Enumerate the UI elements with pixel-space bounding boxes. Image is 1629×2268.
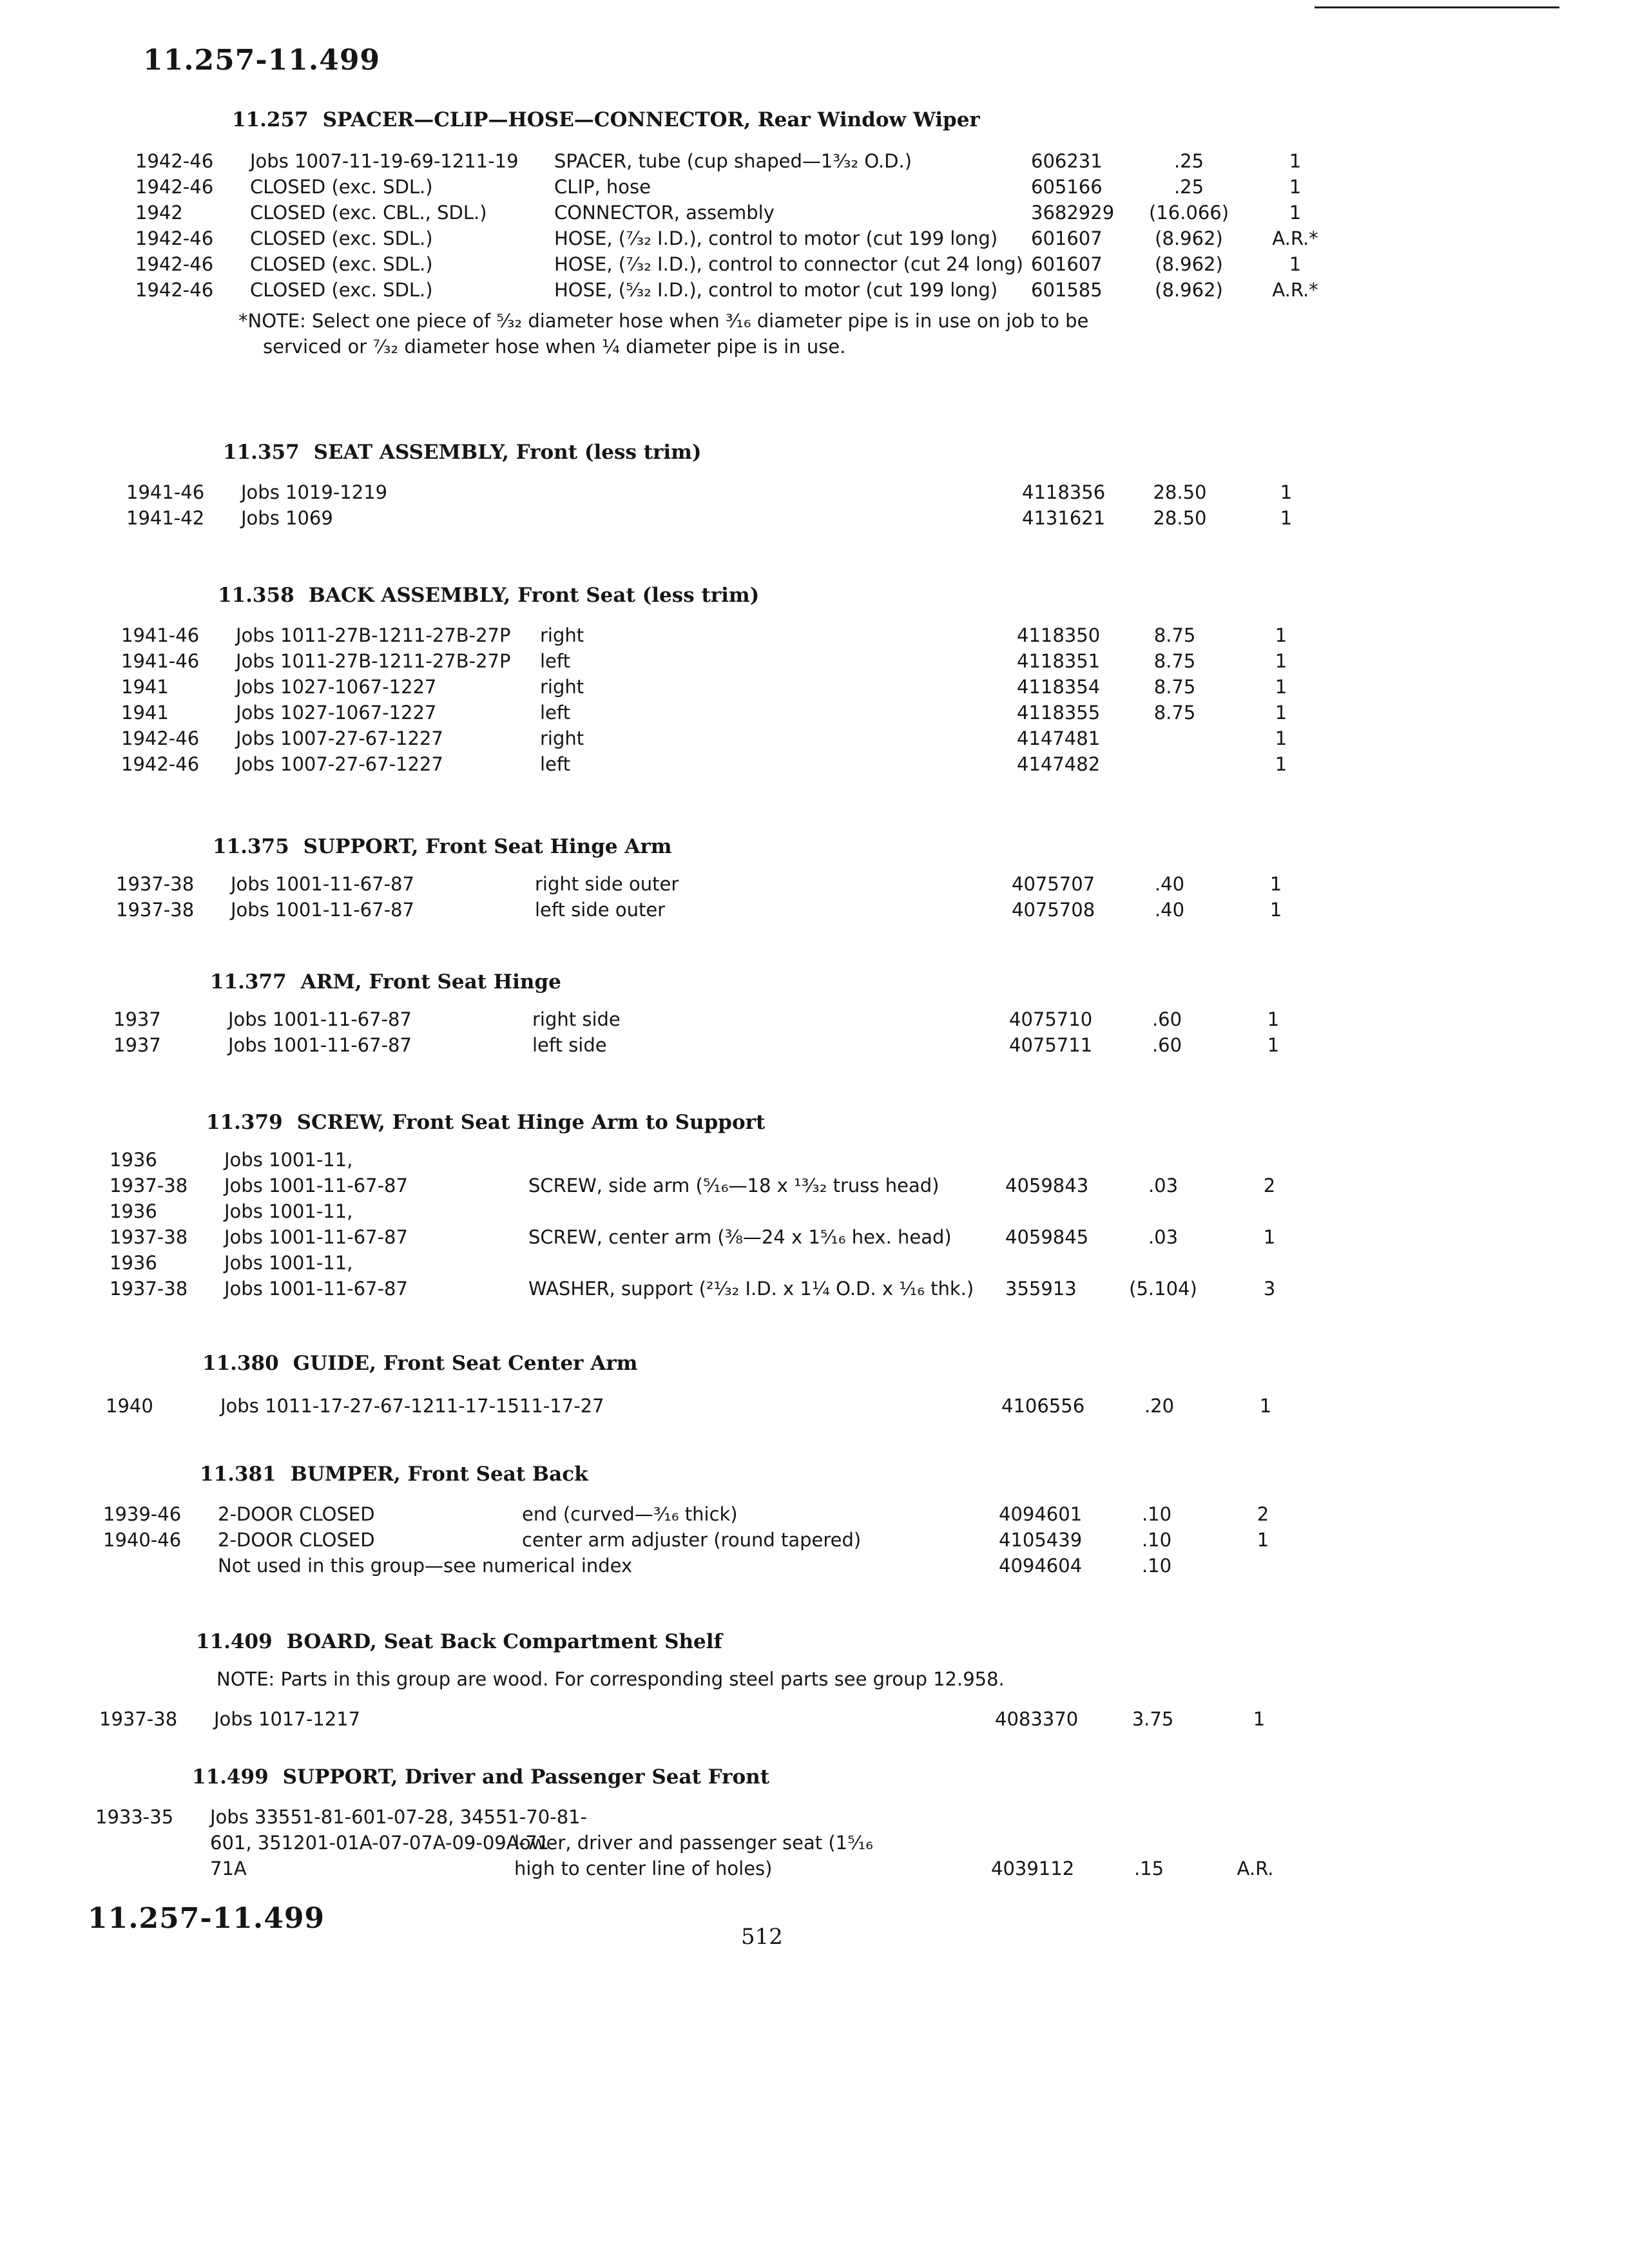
- section-title: [202, 1352, 637, 1375]
- part-application: Jobs 1011-27B-1211-27B-27P: [236, 624, 511, 646]
- part-application: CLOSED (exc. SDL.): [250, 176, 433, 198]
- part-part: 4118350: [1017, 624, 1101, 646]
- part-application: Not used in this group—see numerical index: [218, 1555, 633, 1577]
- part-description: SCREW, side arm (⁵⁄₁₆—18 x ¹³⁄₃₂ truss head): [528, 1175, 940, 1196]
- section-code: 11.409: [196, 1630, 273, 1653]
- part-application: Jobs 33551-81-601-07-28, 34551-70-81-: [210, 1806, 588, 1828]
- part-price: (8.962): [1155, 227, 1223, 249]
- part-price: 8.75: [1153, 702, 1196, 724]
- part-application: Jobs 1017-1217: [214, 1708, 361, 1730]
- part-qty: A.R.*: [1272, 227, 1318, 249]
- section-code: 11.257: [232, 108, 309, 131]
- part-part: 4075710: [1009, 1008, 1093, 1030]
- page-header: 11.257-11.499: [143, 44, 381, 77]
- part-application: CLOSED (exc. SDL.): [250, 227, 433, 249]
- part-year: 1941: [121, 702, 169, 724]
- part-description: left: [540, 702, 570, 724]
- part-part: 4083370: [995, 1708, 1079, 1730]
- part-year: 1936: [110, 1200, 157, 1222]
- part-qty: 1: [1275, 624, 1287, 646]
- part-price: .40: [1154, 899, 1185, 921]
- part-description: HOSE, (⁵⁄₃₂ I.D.), control to motor (cut 199 long): [554, 279, 998, 301]
- part-price: (8.962): [1155, 253, 1223, 275]
- section-title: [200, 1463, 588, 1486]
- section-note: NOTE: Parts in this group are wood. For corresponding steel parts see group 12.958.: [217, 1668, 1005, 1690]
- footnote-line: *NOTE: Select one piece of ⁵⁄₃₂ diameter hose when ³⁄₁₆ diameter pipe is in use on job to be: [238, 310, 1089, 332]
- section-name: SCREW, Front Seat Hinge Arm to Support: [296, 1111, 766, 1134]
- part-year: 1937: [113, 1034, 161, 1056]
- section-name: GUIDE, Front Seat Center Arm: [293, 1352, 638, 1375]
- part-part: 4131621: [1022, 507, 1106, 529]
- part-year: 1942-46: [121, 753, 200, 775]
- part-part: 4118356: [1022, 481, 1106, 503]
- part-description: CLIP, hose: [554, 176, 651, 198]
- part-qty: 1: [1275, 753, 1287, 775]
- section-title: [196, 1630, 722, 1653]
- part-year: 1942-46: [135, 279, 214, 301]
- part-application: Jobs 1001-11,: [224, 1252, 353, 1274]
- part-year: 1937-38: [110, 1175, 188, 1196]
- part-year: 1937-38: [110, 1226, 188, 1248]
- part-description: left side: [532, 1034, 607, 1056]
- part-application: Jobs 1027-1067-1227: [236, 676, 437, 698]
- part-price: .03: [1148, 1226, 1179, 1248]
- part-part: 4039112: [991, 1858, 1075, 1879]
- part-description: right side: [532, 1008, 621, 1030]
- part-application: CLOSED (exc. CBL., SDL.): [250, 202, 487, 224]
- part-price: .15: [1133, 1858, 1164, 1879]
- part-price: .10: [1141, 1529, 1172, 1551]
- part-part: 4105439: [999, 1529, 1083, 1551]
- part-application: Jobs 1001-11-67-87: [224, 1226, 408, 1248]
- part-part: 4094604: [999, 1555, 1083, 1577]
- part-application: 601, 351201-01A-07-07A-09-09A-71-: [210, 1832, 556, 1854]
- part-part: 601585: [1031, 279, 1103, 301]
- part-year: 1942: [135, 202, 183, 224]
- part-qty: A.R.: [1237, 1858, 1274, 1879]
- part-description: WASHER, support (²¹⁄₃₂ I.D. x 1¼ O.D. x ¹⁄₁₆ thk.): [528, 1278, 974, 1300]
- part-year: 1941-42: [126, 507, 205, 529]
- part-application: Jobs 1019-1219: [241, 481, 388, 503]
- part-qty: 1: [1267, 1034, 1280, 1056]
- part-price: 8.75: [1153, 650, 1196, 672]
- section-code: 11.377: [210, 970, 287, 994]
- section-name: BOARD, Seat Back Compartment Shelf: [286, 1630, 722, 1653]
- part-price: (5.104): [1129, 1278, 1197, 1300]
- part-year: 1933-35: [95, 1806, 174, 1828]
- part-price: .25: [1173, 150, 1204, 172]
- part-application: Jobs 1001-11,: [224, 1200, 353, 1222]
- part-application: Jobs 1007-27-67-1227: [236, 727, 443, 749]
- part-part: 4118354: [1017, 676, 1101, 698]
- part-application: CLOSED (exc. SDL.): [250, 253, 433, 275]
- part-price: .40: [1154, 873, 1185, 895]
- part-application: Jobs 1001-11-67-87: [231, 899, 414, 921]
- part-qty: 1: [1257, 1529, 1269, 1551]
- part-price: .60: [1152, 1034, 1182, 1056]
- part-year: 1941-46: [126, 481, 205, 503]
- part-description: end (curved—³⁄₁₆ thick): [522, 1503, 738, 1525]
- part-part: 4075711: [1009, 1034, 1093, 1056]
- section-code: 11.380: [202, 1352, 279, 1375]
- part-price: .03: [1148, 1175, 1179, 1196]
- part-description: lower, driver and passenger seat (1⁵⁄₁₆: [514, 1832, 873, 1854]
- part-part: 601607: [1031, 253, 1103, 275]
- part-application: Jobs 1007-11-19-69-1211-19: [250, 150, 519, 172]
- top-rule: [1315, 6, 1559, 8]
- part-part: 4075707: [1012, 873, 1095, 895]
- part-price: 28.50: [1153, 507, 1207, 529]
- section-code: 11.375: [213, 835, 289, 858]
- part-part: 4059843: [1005, 1175, 1089, 1196]
- part-application: Jobs 1001-11-67-87: [231, 873, 414, 895]
- section-name: BUMPER, Front Seat Back: [290, 1463, 588, 1486]
- part-year: 1941-46: [121, 624, 200, 646]
- part-application: CLOSED (exc. SDL.): [250, 279, 433, 301]
- part-year: 1936: [110, 1252, 157, 1274]
- part-application: Jobs 1001-11-67-87: [224, 1175, 408, 1196]
- part-qty: 1: [1253, 1708, 1266, 1730]
- section-title: [192, 1765, 769, 1789]
- part-description: right: [540, 727, 584, 749]
- part-qty: 1: [1269, 873, 1282, 895]
- part-qty: 1: [1269, 899, 1282, 921]
- part-year: 1940-46: [103, 1529, 182, 1551]
- part-description: HOSE, (⁷⁄₃₂ I.D.), control to motor (cut 199 long): [554, 227, 998, 249]
- section-name: SPACER—CLIP—HOSE—CONNECTOR, Rear Window Wiper: [322, 108, 980, 131]
- part-application: Jobs 1027-1067-1227: [236, 702, 437, 724]
- part-price: (16.066): [1148, 202, 1229, 224]
- section-title: [213, 835, 672, 858]
- section-code: 11.381: [200, 1463, 276, 1486]
- part-qty: 1: [1275, 727, 1287, 749]
- part-year: 1937: [113, 1008, 161, 1030]
- part-part: 606231: [1031, 150, 1103, 172]
- part-price: (8.962): [1155, 279, 1223, 301]
- part-year: 1939-46: [103, 1503, 182, 1525]
- part-price: 8.75: [1153, 624, 1196, 646]
- part-qty: 1: [1259, 1395, 1272, 1417]
- part-description: left: [540, 753, 570, 775]
- part-part: 4106556: [1001, 1395, 1085, 1417]
- part-qty: 1: [1289, 253, 1302, 275]
- part-part: 4075708: [1012, 899, 1095, 921]
- part-price: .20: [1144, 1395, 1175, 1417]
- part-description: high to center line of holes): [514, 1858, 773, 1879]
- section-name: SEAT ASSEMBLY, Front (less trim): [313, 441, 702, 464]
- part-qty: 1: [1280, 507, 1293, 529]
- section-code: 11.358: [218, 584, 294, 607]
- part-part: 605166: [1031, 176, 1103, 198]
- section-title: [232, 108, 980, 131]
- part-description: right side outer: [535, 873, 679, 895]
- part-description: center arm adjuster (round tapered): [522, 1529, 862, 1551]
- part-qty: 2: [1263, 1175, 1276, 1196]
- section-title: [210, 970, 561, 994]
- part-price: .10: [1141, 1503, 1172, 1525]
- part-qty: 1: [1280, 481, 1293, 503]
- part-qty: 1: [1275, 702, 1287, 724]
- part-price: .60: [1152, 1008, 1182, 1030]
- part-price: 28.50: [1153, 481, 1207, 503]
- part-part: 4118351: [1017, 650, 1101, 672]
- section-title: [223, 441, 702, 464]
- part-part: 4147482: [1017, 753, 1101, 775]
- page-footer: 11.257-11.499: [88, 1902, 325, 1935]
- part-part: 4094601: [999, 1503, 1083, 1525]
- part-application: Jobs 1001-11,: [224, 1149, 353, 1171]
- part-application: Jobs 1007-27-67-1227: [236, 753, 443, 775]
- part-year: 1937-38: [110, 1278, 188, 1300]
- part-qty: 1: [1289, 150, 1302, 172]
- part-part: 4147481: [1017, 727, 1101, 749]
- part-qty: 1: [1275, 676, 1287, 698]
- section-code: 11.379: [206, 1111, 283, 1134]
- part-description: CONNECTOR, assembly: [554, 202, 775, 224]
- part-description: left side outer: [535, 899, 666, 921]
- part-application: Jobs 1001-11-67-87: [228, 1008, 412, 1030]
- page-number: 512: [741, 1924, 783, 1950]
- section-name: ARM, Front Seat Hinge: [300, 970, 561, 994]
- part-description: SPACER, tube (cup shaped—1³⁄₃₂ O.D.): [554, 150, 912, 172]
- part-application: Jobs 1011-17-27-67-1211-17-1511-17-27: [220, 1395, 604, 1417]
- part-part: 4059845: [1005, 1226, 1089, 1248]
- part-description: right: [540, 676, 584, 698]
- part-year: 1936: [110, 1149, 157, 1171]
- part-price: 8.75: [1153, 676, 1196, 698]
- part-qty: 3: [1263, 1278, 1276, 1300]
- part-description: SCREW, center arm (⅜—24 x 1⁵⁄₁₆ hex. head): [528, 1226, 952, 1248]
- section-name: SUPPORT, Driver and Passenger Seat Front: [282, 1765, 770, 1789]
- part-qty: 1: [1275, 650, 1287, 672]
- part-year: 1937-38: [99, 1708, 178, 1730]
- part-year: 1937-38: [116, 899, 195, 921]
- part-price: 3.75: [1132, 1708, 1174, 1730]
- part-qty: A.R.*: [1272, 279, 1318, 301]
- part-year: 1937-38: [116, 873, 195, 895]
- part-year: 1942-46: [135, 227, 214, 249]
- part-qty: 1: [1289, 202, 1302, 224]
- footnote-line: serviced or ⁷⁄₃₂ diameter hose when ¼ diameter pipe is in use.: [263, 336, 846, 358]
- part-part: 355913: [1005, 1278, 1077, 1300]
- section-code: 11.357: [223, 441, 300, 464]
- part-year: 1942-46: [135, 150, 214, 172]
- part-qty: 1: [1289, 176, 1302, 198]
- part-part: 4118355: [1017, 702, 1101, 724]
- part-year: 1940: [106, 1395, 153, 1417]
- part-year: 1941: [121, 676, 169, 698]
- part-part: 601607: [1031, 227, 1103, 249]
- part-price: .10: [1141, 1555, 1172, 1577]
- part-description: right: [540, 624, 584, 646]
- part-application: 71A: [210, 1858, 247, 1879]
- part-year: 1942-46: [135, 176, 214, 198]
- section-title: [218, 584, 759, 607]
- part-description: HOSE, (⁷⁄₃₂ I.D.), control to connector (cut 24 long): [554, 253, 1023, 275]
- part-application: 2-DOOR CLOSED: [218, 1529, 375, 1551]
- part-application: 2-DOOR CLOSED: [218, 1503, 375, 1525]
- section-title: [206, 1111, 765, 1134]
- part-price: .25: [1173, 176, 1204, 198]
- part-part: 3682929: [1031, 202, 1115, 224]
- part-application: Jobs 1001-11-67-87: [228, 1034, 412, 1056]
- part-year: 1941-46: [121, 650, 200, 672]
- section-name: BACK ASSEMBLY, Front Seat (less trim): [308, 584, 760, 607]
- part-application: Jobs 1001-11-67-87: [224, 1278, 408, 1300]
- part-application: Jobs 1011-27B-1211-27B-27P: [236, 650, 511, 672]
- part-application: Jobs 1069: [241, 507, 333, 529]
- section-code: 11.499: [192, 1765, 269, 1789]
- part-qty: 1: [1263, 1226, 1276, 1248]
- part-description: left: [540, 650, 570, 672]
- part-year: 1942-46: [121, 727, 200, 749]
- part-qty: 1: [1267, 1008, 1280, 1030]
- section-name: SUPPORT, Front Seat Hinge Arm: [303, 835, 672, 858]
- part-year: 1942-46: [135, 253, 214, 275]
- part-qty: 2: [1257, 1503, 1269, 1525]
